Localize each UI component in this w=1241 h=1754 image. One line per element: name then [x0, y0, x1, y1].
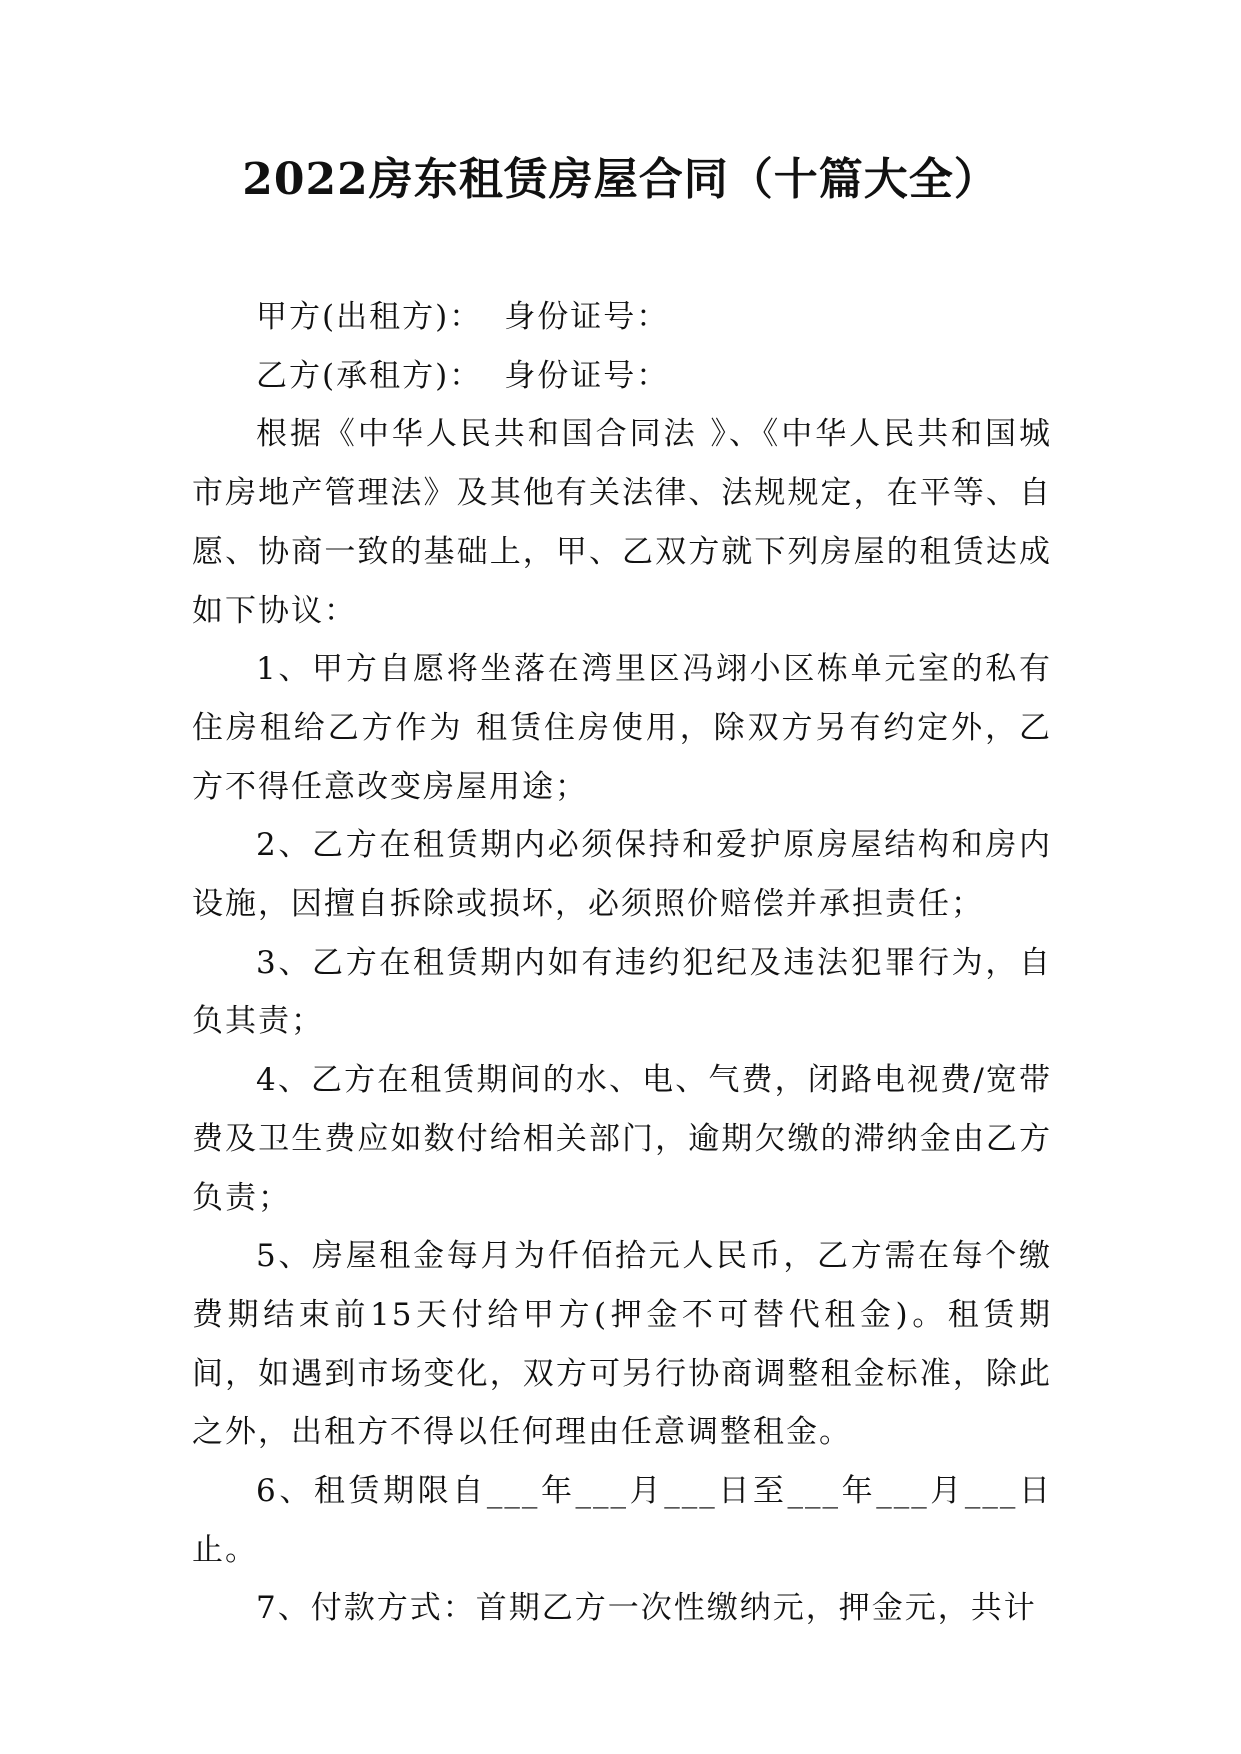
clause-4: 4、乙方在租赁期间的水、电、气费，闭路电视费/宽带费及卫生费应如数付给相关部门，逾期欠缴的滞纳金由乙方负责； [192, 1062, 1052, 1216]
lessee-label: 乙方(承租方)： [256, 357, 483, 394]
clause-6: 6、租赁期限自___年___月___日至___年___月___日止。 [192, 1473, 1052, 1568]
lessee-id-label: 身份证号： [504, 357, 670, 394]
lessor-line [192, 288, 1052, 347]
clause-7: 7、付款方式：首期乙方一次性缴纳元，押金元，共计 [256, 1590, 1037, 1627]
lessor-id-label: 身份证号： [504, 299, 670, 335]
clause-5: 5、房屋租金每月为仟佰拾元人民币，乙方需在每个缴费期结束前15天付给甲方(押金不可替代租金)。租赁期间，如遇到市场变化，双方可另行协商调整租金标准，除此之外，出租方不得以任何理由任意调整租金。 [192, 1238, 1052, 1451]
preamble-paragraph: 根据《中华人民共和国合同法 》、《中华人民共和国城市房地产管理法》及其他有关法律、法规规定，在平等、自愿、协商一致的基础上，甲、乙双方就下列房屋的租赁达成如下协议： [192, 416, 1052, 629]
document-title: 2022房东租赁房屋合同（十篇大全） [242, 154, 999, 205]
lessee-line [192, 347, 1052, 406]
lessor-label: 甲方(出租方)： [256, 299, 483, 335]
clause-1: 1、甲方自愿将坐落在湾里区冯翊小区栋单元室的私有住房租给乙方作为 租赁住房使用，除双方另有约定外，乙方不得任意改变房屋用途； [192, 651, 1052, 805]
clause-3: 3、乙方在租赁期内如有违约犯纪及违法犯罪行为，自负其责； [192, 944, 1052, 1040]
clause-2: 2、乙方在租赁期内必须保持和爱护原房屋结构和房内设施，因擅自拆除或损坏，必须照价赔偿并承担责任； [192, 827, 1052, 923]
contract-body [192, 288, 1052, 1638]
